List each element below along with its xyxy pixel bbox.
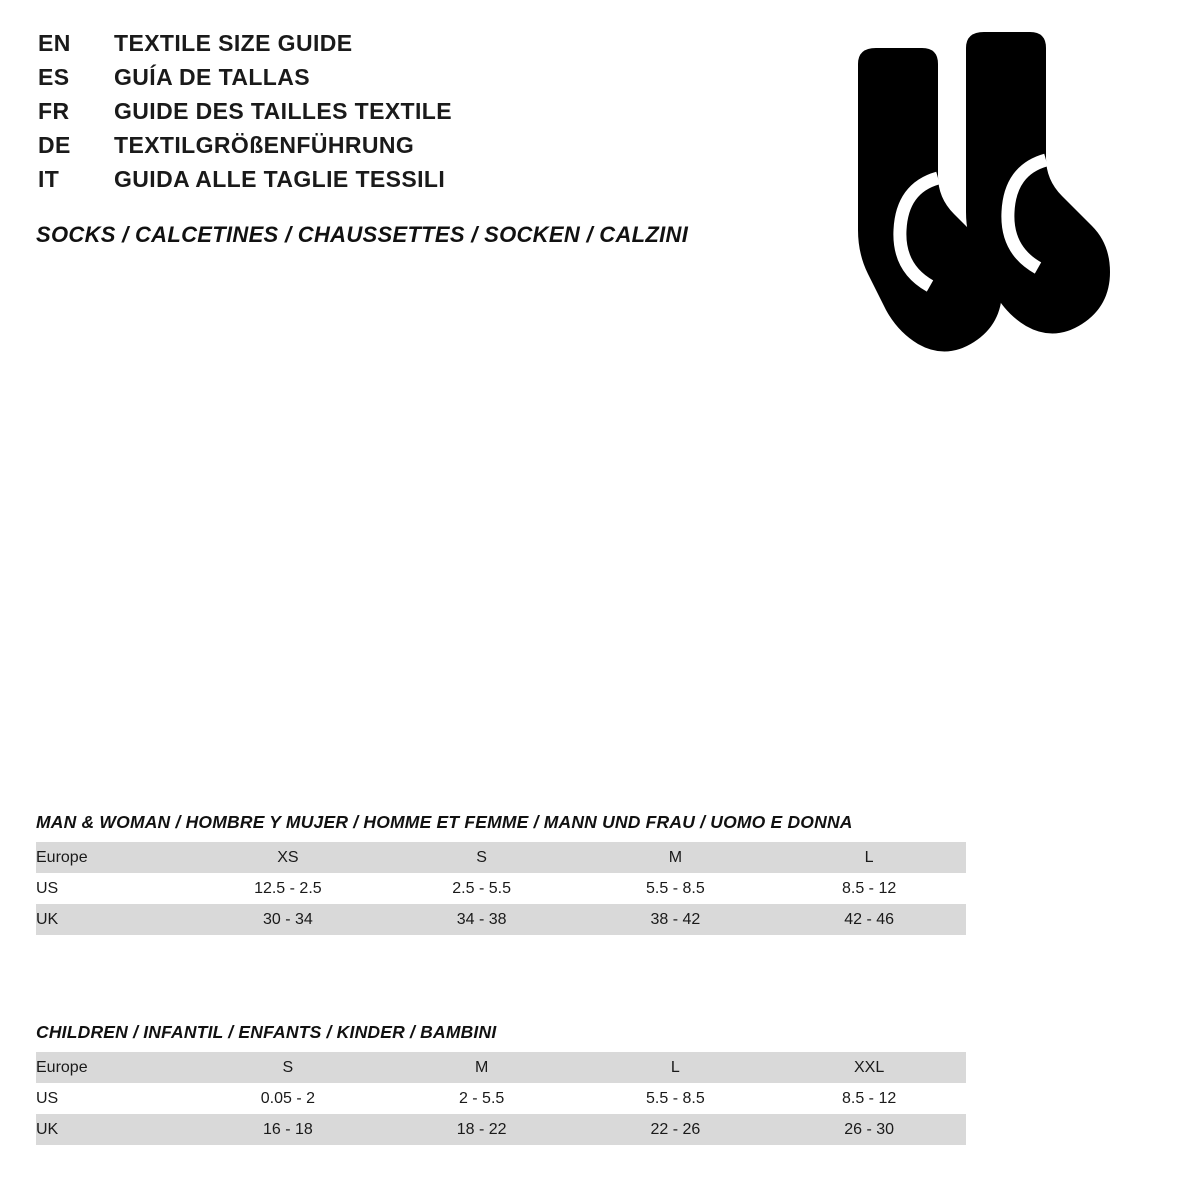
table-row bbox=[36, 904, 966, 935]
cell-value: 30 - 34 bbox=[191, 904, 385, 935]
cell-value: 38 - 42 bbox=[579, 904, 773, 935]
cell-value: 16 - 18 bbox=[191, 1114, 385, 1145]
table-row bbox=[36, 873, 966, 904]
language-list bbox=[38, 30, 452, 200]
size-section-children bbox=[36, 1022, 966, 1145]
language-title: GUÍA DE TALLAS bbox=[114, 64, 310, 90]
cell-value: 8.5 - 12 bbox=[772, 873, 966, 904]
cell-value: 34 - 38 bbox=[385, 904, 579, 935]
size-table-adults bbox=[36, 842, 966, 935]
product-title: SOCKS / CALCETINES / CHAUSSETTES / SOCKEN / CALZINI bbox=[36, 222, 689, 247]
cell-value: 2 - 5.5 bbox=[385, 1083, 579, 1114]
cell-value: 5.5 - 8.5 bbox=[579, 1083, 773, 1114]
cell-value: XS bbox=[191, 842, 385, 873]
table-row bbox=[36, 842, 966, 873]
cell-value: 22 - 26 bbox=[579, 1114, 773, 1145]
socks-illustration bbox=[800, 20, 1130, 370]
cell-value: M bbox=[579, 842, 773, 873]
cell-value: 5.5 - 8.5 bbox=[579, 873, 773, 904]
row-label: US bbox=[36, 873, 191, 904]
cell-value: 8.5 - 12 bbox=[772, 1083, 966, 1114]
language-code: DE bbox=[38, 132, 71, 158]
cell-value: S bbox=[191, 1052, 385, 1083]
size-section-adults bbox=[36, 812, 966, 935]
cell-value: M bbox=[385, 1052, 579, 1083]
cell-value: L bbox=[772, 842, 966, 873]
row-label: UK bbox=[36, 904, 191, 935]
row-label: UK bbox=[36, 1114, 191, 1145]
language-code: ES bbox=[38, 64, 70, 90]
language-code: IT bbox=[38, 166, 60, 192]
language-row bbox=[38, 132, 452, 166]
language-row bbox=[38, 30, 452, 64]
language-row bbox=[38, 166, 452, 200]
row-label: US bbox=[36, 1083, 191, 1114]
language-row bbox=[38, 98, 452, 132]
language-title: GUIDE DES TAILLES TEXTILE bbox=[114, 98, 452, 124]
row-label: Europe bbox=[36, 1052, 191, 1083]
cell-value: L bbox=[579, 1052, 773, 1083]
language-row bbox=[38, 64, 452, 98]
language-code: EN bbox=[38, 30, 71, 56]
table-row bbox=[36, 1052, 966, 1083]
cell-value: 18 - 22 bbox=[385, 1114, 579, 1145]
row-label: Europe bbox=[36, 842, 191, 873]
cell-value: 0.05 - 2 bbox=[191, 1083, 385, 1114]
section-heading: MAN & WOMAN / HOMBRE Y MUJER / HOMME ET FEMME / MANN UND FRAU / UOMO E DONNA bbox=[36, 812, 853, 832]
cell-value: 26 - 30 bbox=[772, 1114, 966, 1145]
language-code: FR bbox=[38, 98, 70, 124]
table-row bbox=[36, 1083, 966, 1114]
language-title: GUIDA ALLE TAGLIE TESSILI bbox=[114, 166, 446, 192]
table-row bbox=[36, 1114, 966, 1145]
cell-value: 42 - 46 bbox=[772, 904, 966, 935]
cell-value: S bbox=[385, 842, 579, 873]
cell-value: XXL bbox=[772, 1052, 966, 1083]
cell-value: 2.5 - 5.5 bbox=[385, 873, 579, 904]
size-table-children bbox=[36, 1052, 966, 1145]
language-title: TEXTILGRÖßENFÜHRUNG bbox=[114, 132, 415, 158]
language-title: TEXTILE SIZE GUIDE bbox=[114, 30, 353, 56]
cell-value: 12.5 - 2.5 bbox=[191, 873, 385, 904]
section-heading: CHILDREN / INFANTIL / ENFANTS / KINDER / BAMBINI bbox=[36, 1022, 497, 1042]
